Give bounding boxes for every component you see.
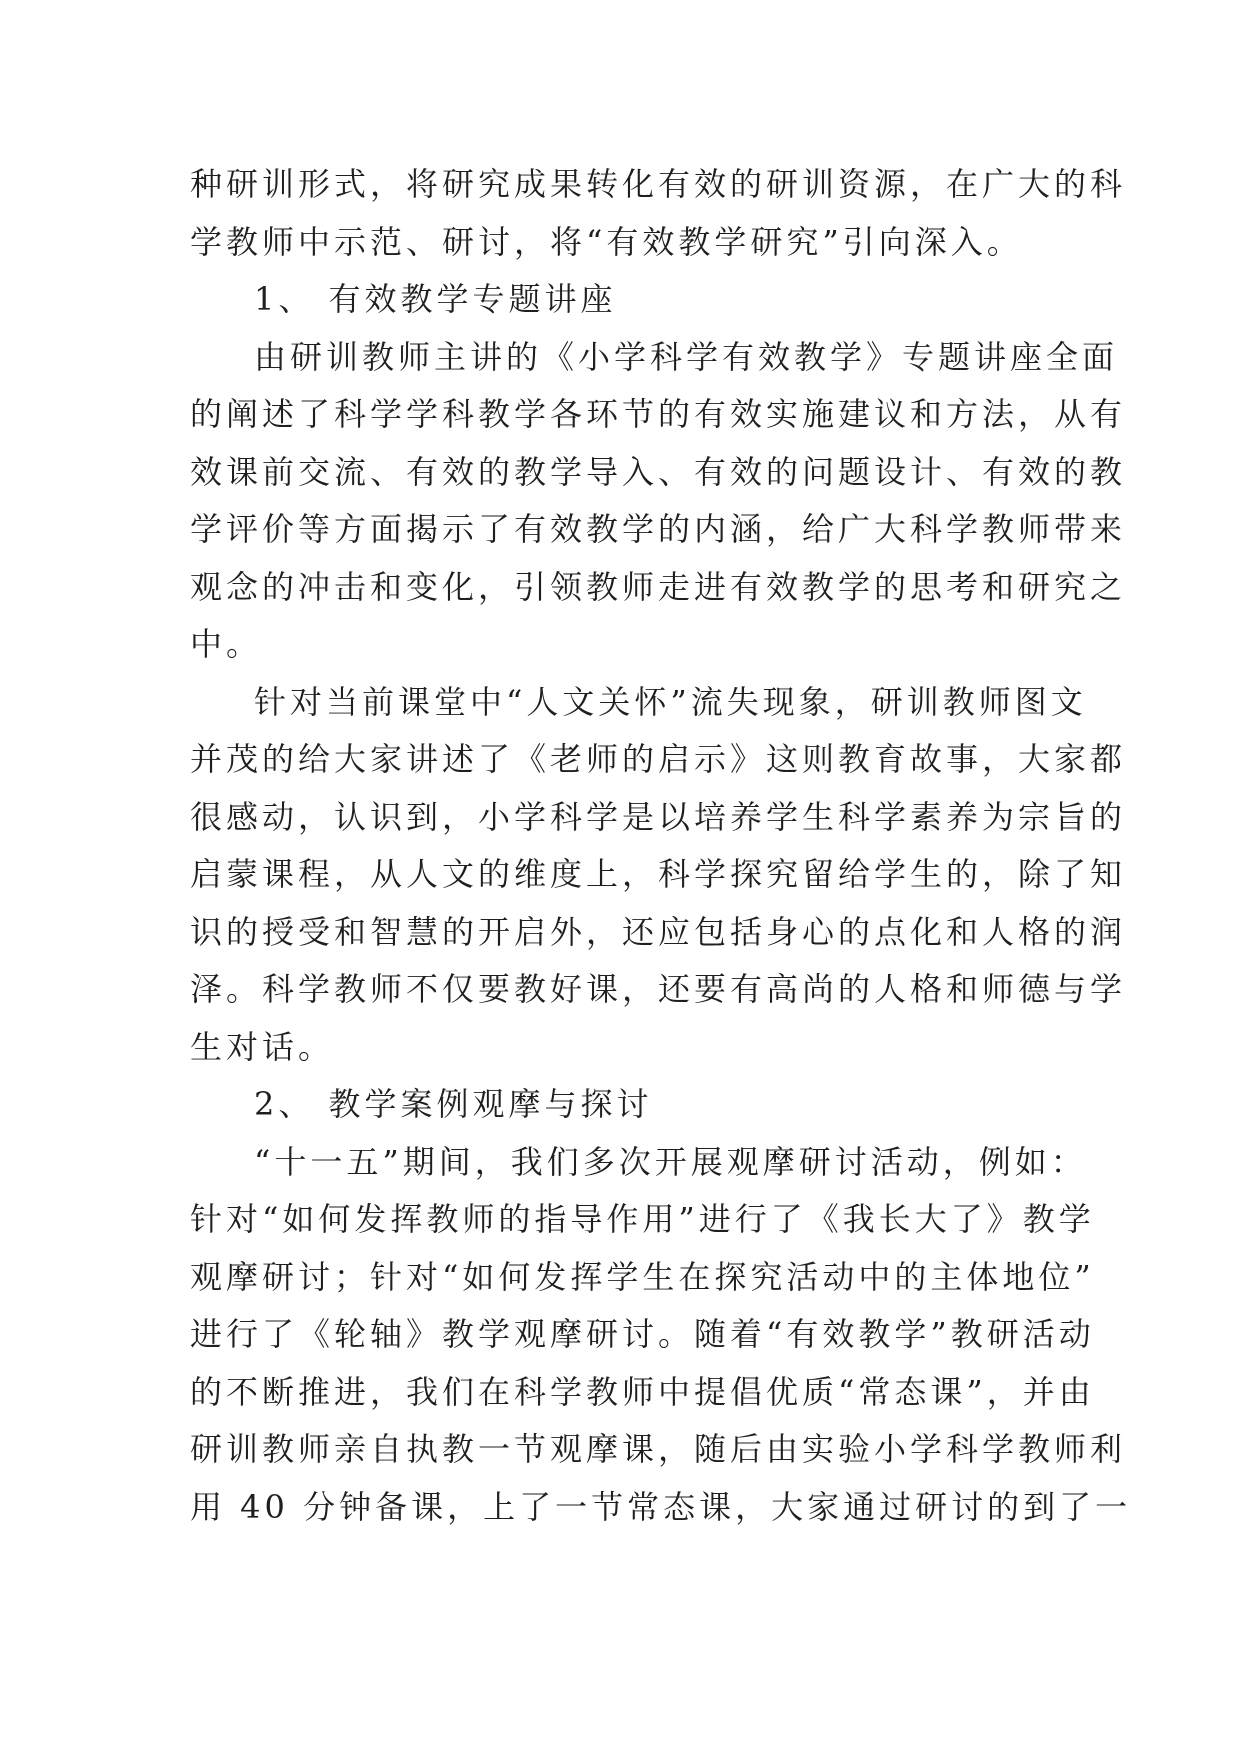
text-line: 识的授受和智慧的开启外，还应包括身心的点化和人格的润 <box>190 912 1127 951</box>
text-line: 由研训教师主讲的《小学科学有效教学》专题讲座全面 <box>254 337 1119 376</box>
text-line: 学评价等方面揭示了有效教学的内涵，给广大科学教师带来 <box>190 510 1127 548</box>
text-line: 中。 <box>190 625 263 663</box>
document-body <box>190 156 1132 1536</box>
text-line: 很感动，认识到，小学科学是以培养学生科学素养为宗旨的 <box>190 797 1127 836</box>
text-line: 针对“如何发挥教师的指导作用”进行了《我长大了》教学 <box>190 1200 1095 1238</box>
text-line: 针对当前课堂中“人文关怀”流失现象，研训教师图文 <box>254 682 1087 721</box>
text-line: 观摩研讨；针对“如何发挥学生在探究活动中的主体地位” <box>190 1257 1095 1296</box>
text-line: 观念的冲击和变化，引领教师走进有效教学的思考和研究之 <box>190 567 1127 606</box>
section-heading: 2、 教学案例观摩与探讨 <box>254 1085 653 1123</box>
text-line: 种研训形式，将研究成果转化有效的研训资源，在广大的科 <box>190 165 1127 203</box>
text-line: 研训教师亲自执教一节观摩课，随后由实验小学科学教师利 <box>190 1430 1127 1468</box>
text-line: 进行了《轮轴》教学观摩研讨。随着“有效教学”教研活动 <box>190 1315 1095 1353</box>
text-line: 启蒙课程，从人文的维度上，科学探究留给学生的，除了知 <box>190 855 1127 893</box>
text-line: 的不断推进，我们在科学教师中提倡优质“常态课”，并由 <box>190 1372 1095 1411</box>
text-line: 学教师中示范、研讨，将“有效教学研究”引向深入。 <box>190 222 1023 261</box>
text-line: 效课前交流、有效的教学导入、有效的问题设计、有效的教 <box>190 452 1127 491</box>
section-heading: 1、 有效教学专题讲座 <box>254 280 617 318</box>
text-line: 泽。科学教师不仅要教好课，还要有高尚的人格和师德与学 <box>190 970 1127 1008</box>
text-line: 的阐述了科学学科教学各环节的有效实施建议和方法，从有 <box>190 395 1127 433</box>
text-line: 用 40 分钟备课，上了一节常态课，大家通过研讨的到了一 <box>190 1487 1132 1526</box>
text-line: 并茂的给大家讲述了《老师的启示》这则教育故事，大家都 <box>190 740 1127 778</box>
text-line: 生对话。 <box>190 1027 335 1066</box>
text-line: “十一五”期间，我们多次开展观摩研讨活动，例如： <box>254 1142 1087 1181</box>
